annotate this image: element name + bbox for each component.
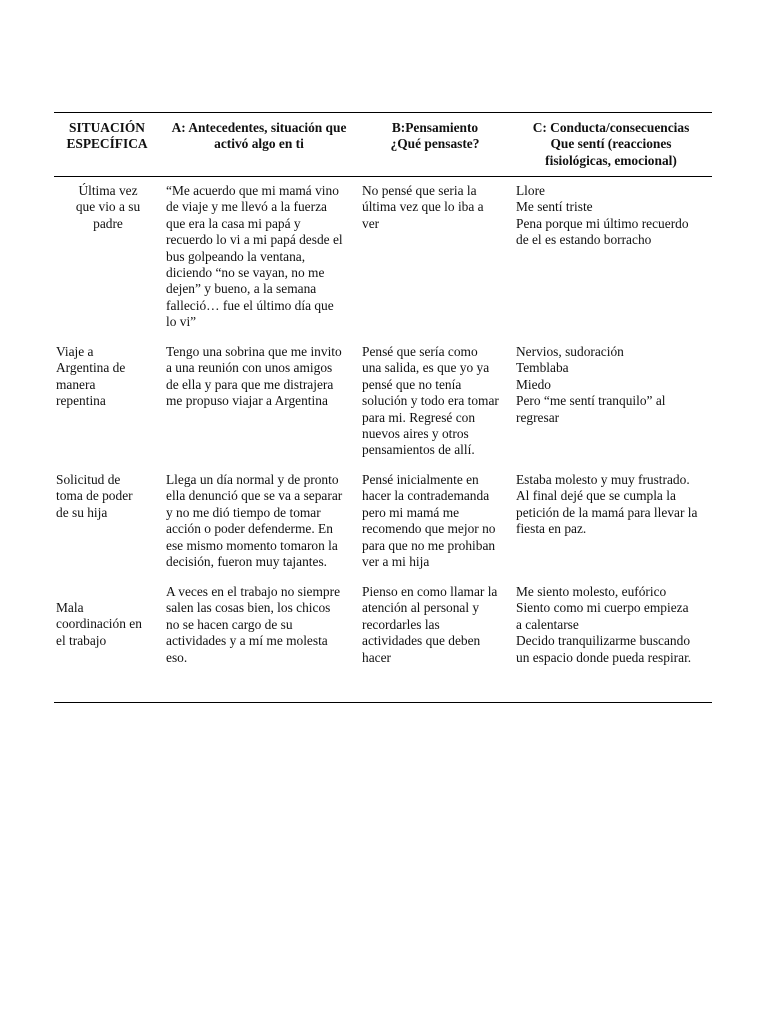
row1-antecedentes: “Me acuerdo que mi mamá vino de viaje y me llevó a la fuerza que era la casa mi papá y recuerdo lo vi a mi papá desde el bus golpeando la ventana, diciendo “no se vayan, no me dejen” y bueno, a la semana falleció… fue el último día que lo vi”	[166, 183, 343, 330]
row3-conducta: Estaba molesto y muy frustrado. Al final dejé que se cumpla la petición de la mamá para llevar la fiesta en paz.	[516, 472, 698, 537]
row3-situacion: Solicitud de toma de poder de su hija	[56, 472, 133, 520]
row3-pensamiento: Pensé inicialmente en hacer la contrademanda pero mi mamá me recomendo que mejor no para que no me prohiban ver a mi hija	[362, 472, 496, 570]
row4-antecedentes: A veces en el trabajo no siempre salen las cosas bien, los chicos no se hacen cargo de su actividades y a mí me molesta eso.	[166, 584, 341, 665]
row1-situacion: Última vez que vio a su padre	[75, 183, 141, 231]
row3-antecedentes: Llega un día normal y de pronto ella denunció que se va a separar y no me dió tiempo de tomar acción o poder defenderme. En ese mismo momento tomaron la decisión, fueron muy tajantes.	[166, 472, 343, 570]
row4-pensamiento: Pienso en como llamar la atención al personal y recordarles las actividades que deben hacer	[362, 584, 498, 665]
table-bottom-rule	[54, 702, 712, 703]
row1-conducta: Llore Me sentí triste Pena porque mi último recuerdo de el es estando borracho	[516, 183, 689, 248]
table-header-rule	[54, 176, 712, 177]
header-situacion: SITUACIÓN ESPECÍFICA	[66, 120, 148, 152]
row2-antecedentes: Tengo una sobrina que me invito a una reunión con unos amigos de ella y para que me distrajera me propuso viajar a Argentina	[166, 344, 342, 409]
row1-pensamiento: No pensé que seria la última vez que lo iba a ver	[362, 183, 484, 231]
header-antecedentes: A: Antecedentes, situación que activó algo en ti	[171, 120, 347, 152]
table-top-rule	[54, 112, 712, 113]
row4-situacion: Mala coordinación en el trabajo	[56, 600, 142, 648]
row2-conducta: Nervios, sudoración Temblaba Miedo Pero “me sentí tranquilo” al regresar	[516, 344, 666, 425]
header-pensamiento: B:Pensamiento ¿Qué pensaste?	[390, 120, 480, 152]
row2-pensamiento: Pensé que sería como una salida, es que yo ya pensé que no tenía solución y todo era tomar para mi. Regresé con nuevos aires y otros pensamientos de allí.	[362, 344, 499, 458]
row4-conducta: Me siento molesto, eufórico Siento como mi cuerpo empieza a calentarse Decido tranquilizarme buscando un espacio donde pueda respirar.	[516, 584, 692, 665]
row2-situacion: Viaje a Argentina de manera repentina	[56, 344, 126, 409]
header-conducta: C: Conducta/consecuencias Que sentí (reacciones fisiológicas, emocional)	[532, 120, 690, 168]
